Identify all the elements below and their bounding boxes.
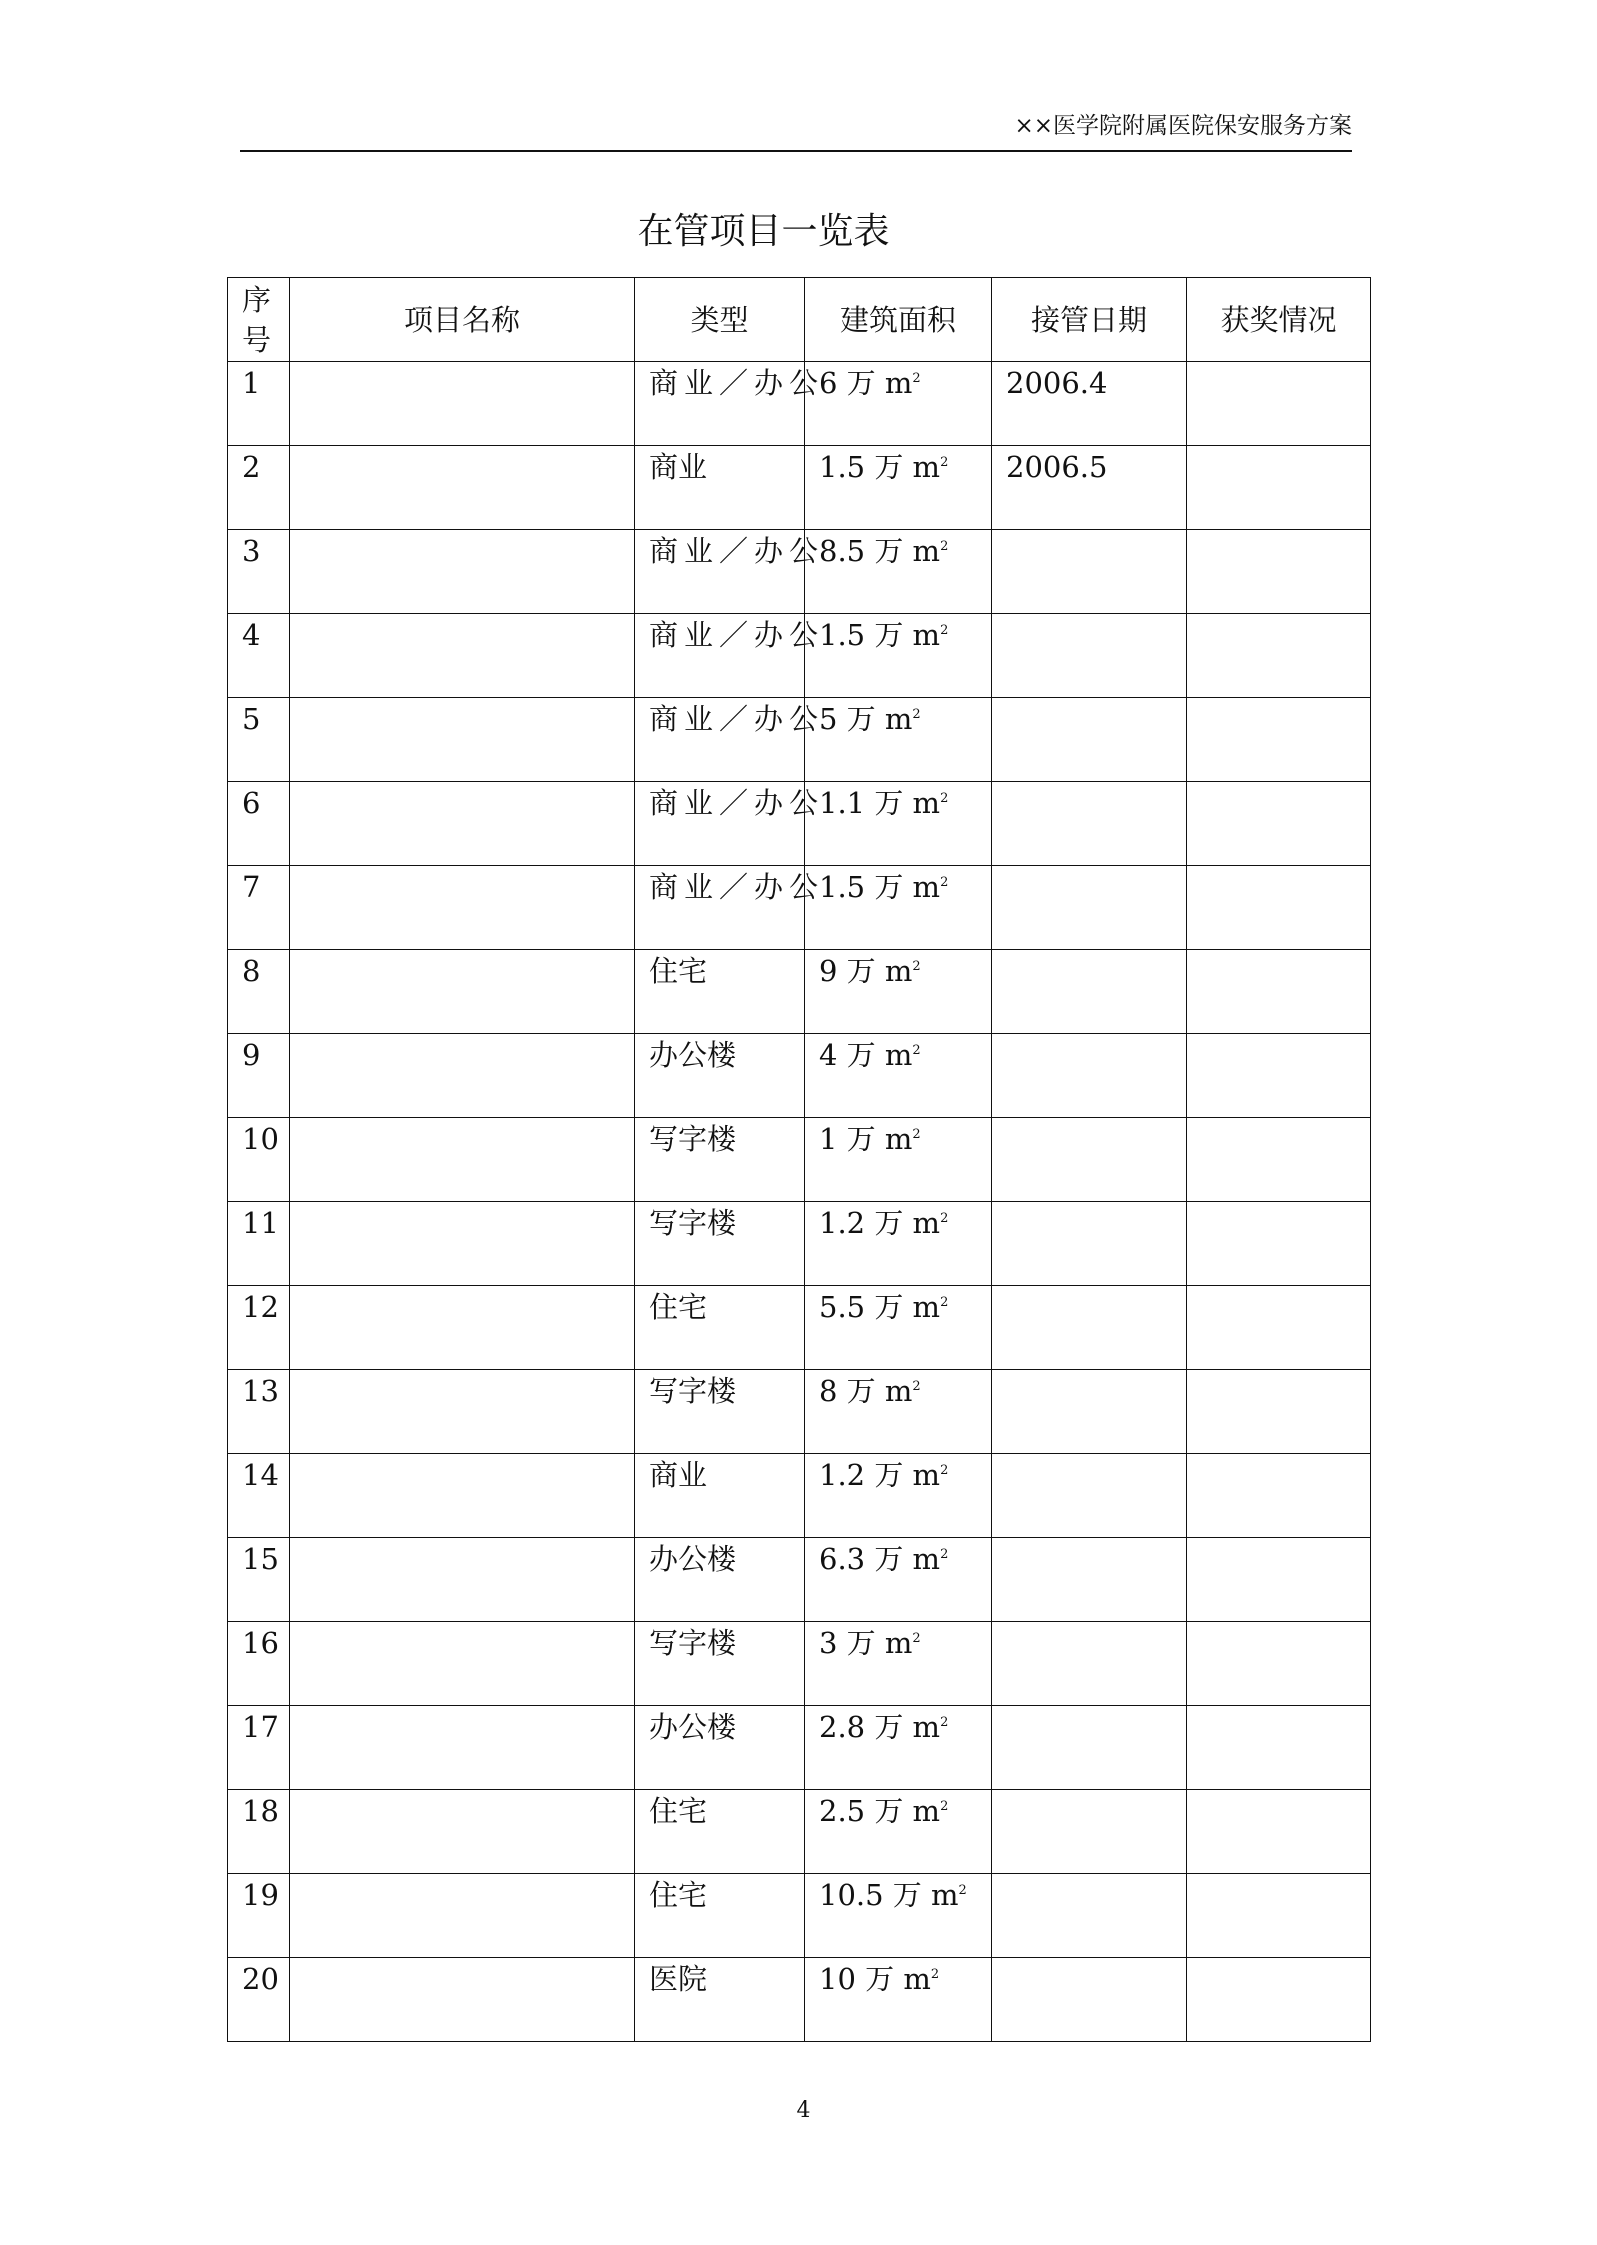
cell-type: 写字楼 (635, 1370, 805, 1454)
column-header-award: 获奖情况 (1187, 278, 1371, 362)
cell-award (1187, 950, 1371, 1034)
cell-award (1187, 1202, 1371, 1286)
area-value: 1.2 万 m (819, 1206, 941, 1240)
cell-area (805, 530, 992, 614)
area-unit-exponent: 2 (912, 959, 921, 974)
area-value: 6.3 万 m (819, 1542, 941, 1576)
cell-seq: 9 (228, 1034, 290, 1118)
cell-area (805, 1874, 992, 1958)
cell-award (1187, 782, 1371, 866)
area-value: 1 万 m (819, 1122, 913, 1156)
cell-seq: 13 (228, 1370, 290, 1454)
table-row (228, 1118, 1371, 1202)
cell-seq: 15 (228, 1538, 290, 1622)
cell-takeover-date (992, 1958, 1187, 2042)
column-header-area: 建筑面积 (805, 278, 992, 362)
cell-project-name (290, 1118, 635, 1202)
area-unit-exponent: 2 (912, 1127, 921, 1142)
area-unit-exponent: 2 (940, 1799, 949, 1814)
cell-award (1187, 530, 1371, 614)
area-unit-exponent: 2 (940, 1211, 949, 1226)
cell-type: 商业／办公 (635, 866, 805, 950)
cell-award (1187, 698, 1371, 782)
area-value: 8 万 m (819, 1374, 913, 1408)
table-body (228, 362, 1371, 2042)
cell-takeover-date (992, 614, 1187, 698)
table-row (228, 362, 1371, 446)
cell-area (805, 1286, 992, 1370)
cell-area (805, 1622, 992, 1706)
document-title: 在管项目一览表 (637, 211, 890, 252)
cell-seq: 20 (228, 1958, 290, 2042)
cell-seq: 7 (228, 866, 290, 950)
cell-seq: 11 (228, 1202, 290, 1286)
cell-seq: 8 (228, 950, 290, 1034)
cell-takeover-date (992, 782, 1187, 866)
cell-area (805, 866, 992, 950)
cell-area (805, 614, 992, 698)
area-unit-exponent: 2 (940, 791, 949, 806)
cell-award (1187, 1538, 1371, 1622)
column-header-type: 类型 (635, 278, 805, 362)
cell-project-name (290, 530, 635, 614)
cell-takeover-date (992, 1370, 1187, 1454)
cell-award (1187, 1370, 1371, 1454)
cell-seq: 16 (228, 1622, 290, 1706)
column-header-name: 项目名称 (290, 278, 635, 362)
cell-award (1187, 1622, 1371, 1706)
cell-area (805, 362, 992, 446)
area-unit-exponent: 2 (940, 875, 949, 890)
table-row (228, 1286, 1371, 1370)
cell-takeover-date (992, 1874, 1187, 1958)
cell-project-name (290, 614, 635, 698)
area-unit-exponent: 2 (940, 455, 949, 470)
cell-type: 商业 (635, 1454, 805, 1538)
area-unit-exponent: 2 (940, 1715, 949, 1730)
cell-award (1187, 866, 1371, 950)
table-row (228, 866, 1371, 950)
cell-takeover-date (992, 866, 1187, 950)
table-header-row (228, 278, 1371, 362)
table-row (228, 1202, 1371, 1286)
cell-type: 办公楼 (635, 1034, 805, 1118)
table-row (228, 950, 1371, 1034)
table-row (228, 1370, 1371, 1454)
cell-seq: 1 (228, 362, 290, 446)
project-table (227, 277, 1371, 2042)
cell-project-name (290, 1790, 635, 1874)
cell-type: 商业／办公 (635, 782, 805, 866)
cell-takeover-date (992, 1034, 1187, 1118)
cell-seq: 12 (228, 1286, 290, 1370)
table-row (228, 1706, 1371, 1790)
cell-seq: 18 (228, 1790, 290, 1874)
table-row (228, 1622, 1371, 1706)
cell-seq: 3 (228, 530, 290, 614)
table-row (228, 446, 1371, 530)
area-value: 1.1 万 m (819, 786, 941, 820)
cell-area (805, 698, 992, 782)
table-row (228, 530, 1371, 614)
cell-area (805, 950, 992, 1034)
cell-area (805, 1202, 992, 1286)
cell-takeover-date (992, 1622, 1187, 1706)
table-row (228, 1034, 1371, 1118)
cell-award (1187, 1034, 1371, 1118)
cell-project-name (290, 1454, 635, 1538)
cell-award (1187, 362, 1371, 446)
cell-seq: 14 (228, 1454, 290, 1538)
cell-award (1187, 1118, 1371, 1202)
cell-project-name (290, 362, 635, 446)
area-unit-exponent: 2 (912, 1631, 921, 1646)
cell-area (805, 1370, 992, 1454)
table-row (228, 1958, 1371, 2042)
cell-area (805, 1790, 992, 1874)
table-row (228, 1538, 1371, 1622)
cell-area (805, 1538, 992, 1622)
cell-project-name (290, 1370, 635, 1454)
header-text: ××医学院附属医院保安服务方案 (1014, 113, 1352, 139)
cell-type: 住宅 (635, 1286, 805, 1370)
cell-takeover-date (992, 1706, 1187, 1790)
cell-award (1187, 1790, 1371, 1874)
area-value: 1.5 万 m (819, 870, 941, 904)
cell-project-name (290, 1202, 635, 1286)
cell-project-name (290, 1034, 635, 1118)
cell-type: 商业／办公 (635, 614, 805, 698)
cell-project-name (290, 950, 635, 1034)
cell-project-name (290, 1958, 635, 2042)
area-unit-exponent: 2 (930, 1967, 940, 1982)
cell-takeover-date: 2006.4 (992, 362, 1187, 446)
cell-type: 商业 (635, 446, 805, 530)
cell-type: 住宅 (635, 1790, 805, 1874)
area-unit-exponent: 2 (912, 1379, 921, 1394)
cell-area (805, 1706, 992, 1790)
cell-project-name (290, 1538, 635, 1622)
cell-seq: 10 (228, 1118, 290, 1202)
cell-takeover-date (992, 950, 1187, 1034)
cell-area (805, 1118, 992, 1202)
cell-award (1187, 1706, 1371, 1790)
cell-award (1187, 1958, 1371, 2042)
table-row (228, 1790, 1371, 1874)
cell-area (805, 1958, 992, 2042)
cell-area (805, 1034, 992, 1118)
cell-project-name (290, 1286, 635, 1370)
cell-award (1187, 1454, 1371, 1538)
cell-project-name (290, 1622, 635, 1706)
cell-takeover-date (992, 1538, 1187, 1622)
area-value: 2.8 万 m (819, 1710, 941, 1744)
cell-project-name (290, 698, 635, 782)
cell-type: 住宅 (635, 1874, 805, 1958)
area-value: 2.5 万 m (819, 1794, 941, 1828)
cell-takeover-date (992, 530, 1187, 614)
cell-type: 写字楼 (635, 1118, 805, 1202)
cell-seq: 5 (228, 698, 290, 782)
area-unit-exponent: 2 (940, 1547, 949, 1562)
cell-type: 办公楼 (635, 1706, 805, 1790)
area-unit-exponent: 2 (940, 539, 949, 554)
cell-type: 住宅 (635, 950, 805, 1034)
cell-project-name (290, 1874, 635, 1958)
table-row (228, 1874, 1371, 1958)
area-unit-exponent: 2 (940, 623, 949, 638)
cell-project-name (290, 446, 635, 530)
cell-takeover-date (992, 1454, 1187, 1538)
table-row (228, 698, 1371, 782)
area-value: 6 万 m (819, 366, 913, 400)
area-value: 8.5 万 m (819, 534, 941, 568)
cell-type: 商业／办公 (635, 698, 805, 782)
cell-award (1187, 1286, 1371, 1370)
area-value: 10 万 m (819, 1962, 931, 1996)
cell-area (805, 782, 992, 866)
cell-project-name (290, 1706, 635, 1790)
area-unit-exponent: 2 (912, 1043, 921, 1058)
cell-type: 写字楼 (635, 1202, 805, 1286)
cell-type: 商业／办公 (635, 362, 805, 446)
area-value: 5.5 万 m (819, 1290, 941, 1324)
cell-type: 办公楼 (635, 1538, 805, 1622)
cell-type: 医院 (635, 1958, 805, 2042)
area-unit-exponent: 2 (958, 1883, 967, 1898)
table-row (228, 782, 1371, 866)
cell-project-name (290, 782, 635, 866)
cell-seq: 17 (228, 1706, 290, 1790)
column-header-seq: 序号 (228, 278, 290, 362)
area-unit-exponent: 2 (940, 1295, 949, 1310)
cell-area (805, 446, 992, 530)
cell-takeover-date (992, 1790, 1187, 1874)
cell-seq: 6 (228, 782, 290, 866)
cell-takeover-date (992, 1202, 1187, 1286)
area-value: 1.2 万 m (819, 1458, 941, 1492)
table-row (228, 614, 1371, 698)
cell-type: 写字楼 (635, 1622, 805, 1706)
area-value: 1.5 万 m (819, 618, 941, 652)
cell-seq: 2 (228, 446, 290, 530)
page-header (240, 112, 1352, 152)
area-unit-exponent: 2 (912, 707, 921, 722)
area-value: 10.5 万 m (819, 1878, 959, 1912)
cell-takeover-date: 2006.5 (992, 446, 1187, 530)
cell-area (805, 1454, 992, 1538)
area-value: 9 万 m (819, 954, 913, 988)
cell-award (1187, 614, 1371, 698)
area-value: 3 万 m (819, 1626, 913, 1660)
cell-takeover-date (992, 1286, 1187, 1370)
cell-takeover-date (992, 698, 1187, 782)
area-unit-exponent: 2 (940, 1463, 949, 1478)
cell-takeover-date (992, 1118, 1187, 1202)
area-value: 4 万 m (819, 1038, 913, 1072)
cell-award (1187, 1874, 1371, 1958)
area-unit-exponent: 2 (912, 371, 921, 386)
table-row (228, 1454, 1371, 1538)
cell-seq: 4 (228, 614, 290, 698)
column-header-date: 接管日期 (992, 278, 1187, 362)
cell-type: 商业／办公 (635, 530, 805, 614)
area-value: 1.5 万 m (819, 450, 941, 484)
cell-award (1187, 446, 1371, 530)
area-value: 5 万 m (819, 702, 913, 736)
cell-project-name (290, 866, 635, 950)
cell-seq: 19 (228, 1874, 290, 1958)
page-number: 4 (796, 2098, 811, 2123)
